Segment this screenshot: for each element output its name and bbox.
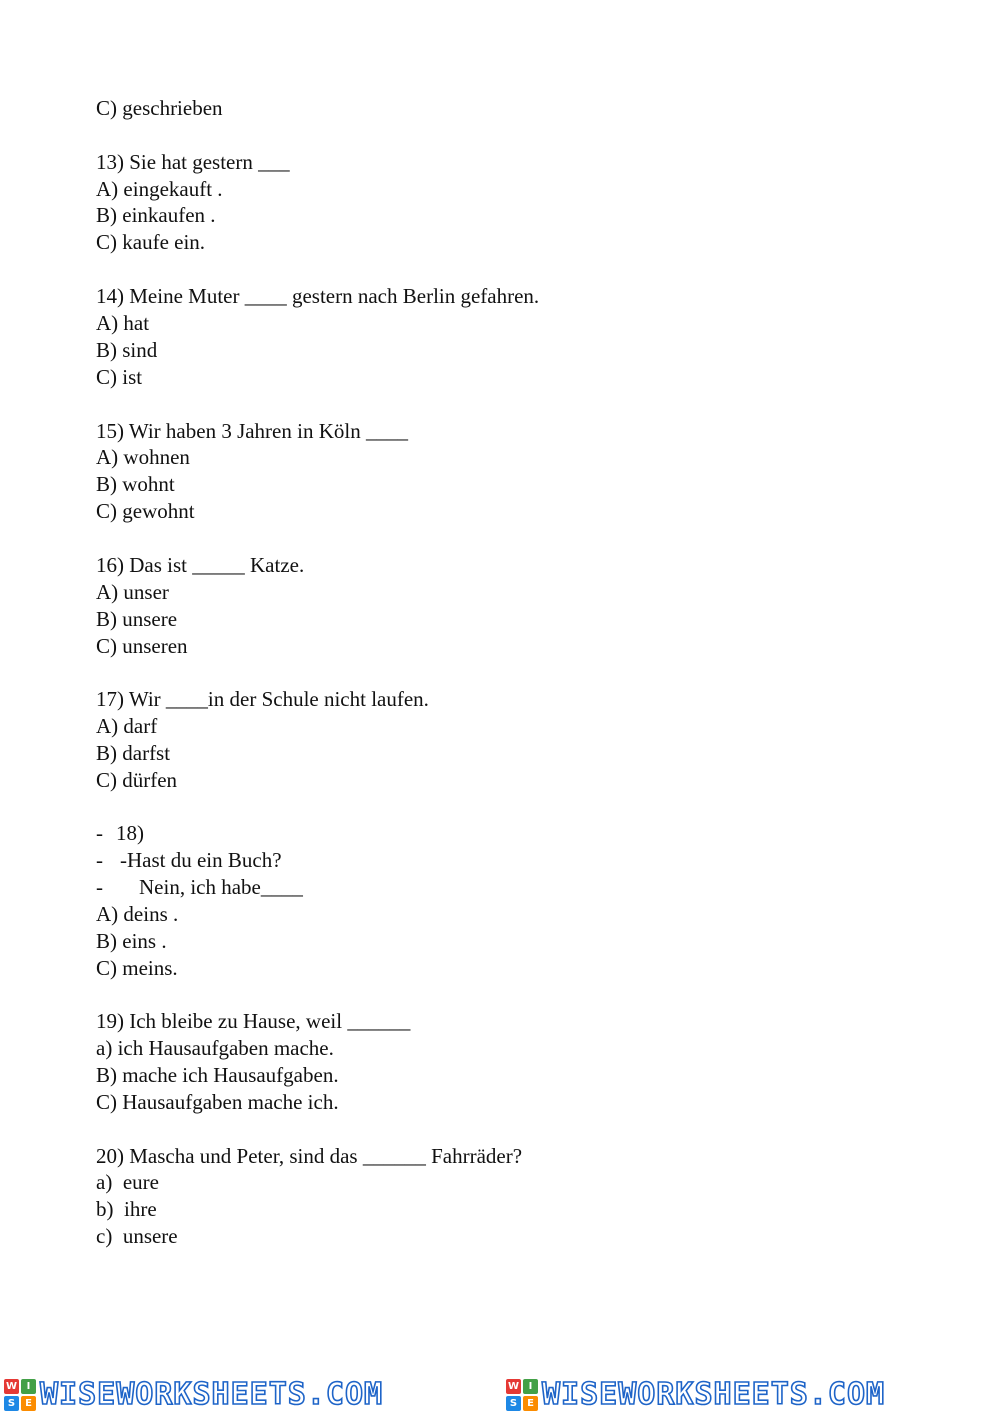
logo-tile: W [5,1380,18,1392]
q17-option-c: C) dürfen [96,768,178,792]
q15-option-c: C) gewohnt [96,499,195,523]
logo-icon [506,1379,538,1411]
question-20: 20) Mascha und Peter, sind das ______ Fahrräder? [96,1144,523,1168]
logo-tile: S [4,1396,19,1411]
question-15: 15) Wir haben 3 Jahren in Köln ____ [96,419,408,443]
q17-option-a: A) darf [96,714,158,738]
brand-text: WISEWORKSHEETS.COM [542,1377,886,1412]
q16-option-c: C) unseren [96,634,188,658]
q14-option-c: C) ist [96,365,143,389]
logo-tile: E [523,1396,538,1411]
q18-dash-3: - [96,875,103,899]
brand-logo-2 [506,1376,885,1413]
q19-option-a: a) ich Hausaufgaben mache. [96,1036,334,1060]
question-17: 17) Wir ____in der Schule nicht laufen. [96,687,429,711]
q20-option-a: a) eure [96,1170,159,1194]
logo-tile: W [507,1380,520,1392]
q14-option-b: B) sind [96,338,158,362]
question-19: 19) Ich bleibe zu Hause, weil ______ [96,1009,411,1033]
brand-text: WISEWORKSHEETS.COM [40,1377,384,1412]
q20-option-b: b) ihre [96,1197,157,1221]
q14-option-a: A) hat [96,311,150,335]
footer-watermark [0,1376,1000,1413]
q19-option-c: C) Hausaufgaben mache ich. [96,1090,339,1114]
q15-option-a: A) wohnen [96,445,190,469]
logo-tile: S [506,1396,521,1411]
q18-option-a: A) deins . [96,902,179,926]
q13-option-c: C) kaufe ein. [96,230,206,254]
q20-option-c: c) unsere [96,1224,178,1248]
q18-dash-1: - [96,821,103,845]
q13-option-a: A) eingekauft . [96,177,223,201]
q17-option-b: B) darfst [96,741,171,765]
q18-dash-2: - [96,848,103,872]
q15-option-b: B) wohnt [96,472,175,496]
q18-dialogue-line-2: Nein, ich habe____ [139,875,303,899]
q16-option-b: B) unsere [96,607,178,631]
q18-option-b: B) eins . [96,929,167,953]
q18-option-c: C) meins. [96,956,178,980]
q18-dialogue-line-1: -Hast du ein Buch? [120,848,282,872]
logo-tile: I [21,1379,36,1394]
q19-option-b: B) mache ich Hausaufgaben. [96,1063,339,1087]
brand-logo-1 [4,1376,383,1413]
q13-option-b: B) einkaufen . [96,203,216,227]
question-16: 16) Das ist _____ Katze. [96,553,305,577]
question-14: 14) Meine Muter ____ gestern nach Berlin gefahren. [96,284,540,308]
logo-tile: I [523,1379,538,1394]
question-13: 13) Sie hat gestern ___ [96,150,290,174]
prev-option-c: C) geschrieben [96,96,223,120]
logo-icon [4,1379,36,1411]
question-18-number: 18) [116,821,144,845]
logo-tile: E [21,1396,36,1411]
q16-option-a: A) unser [96,580,169,604]
